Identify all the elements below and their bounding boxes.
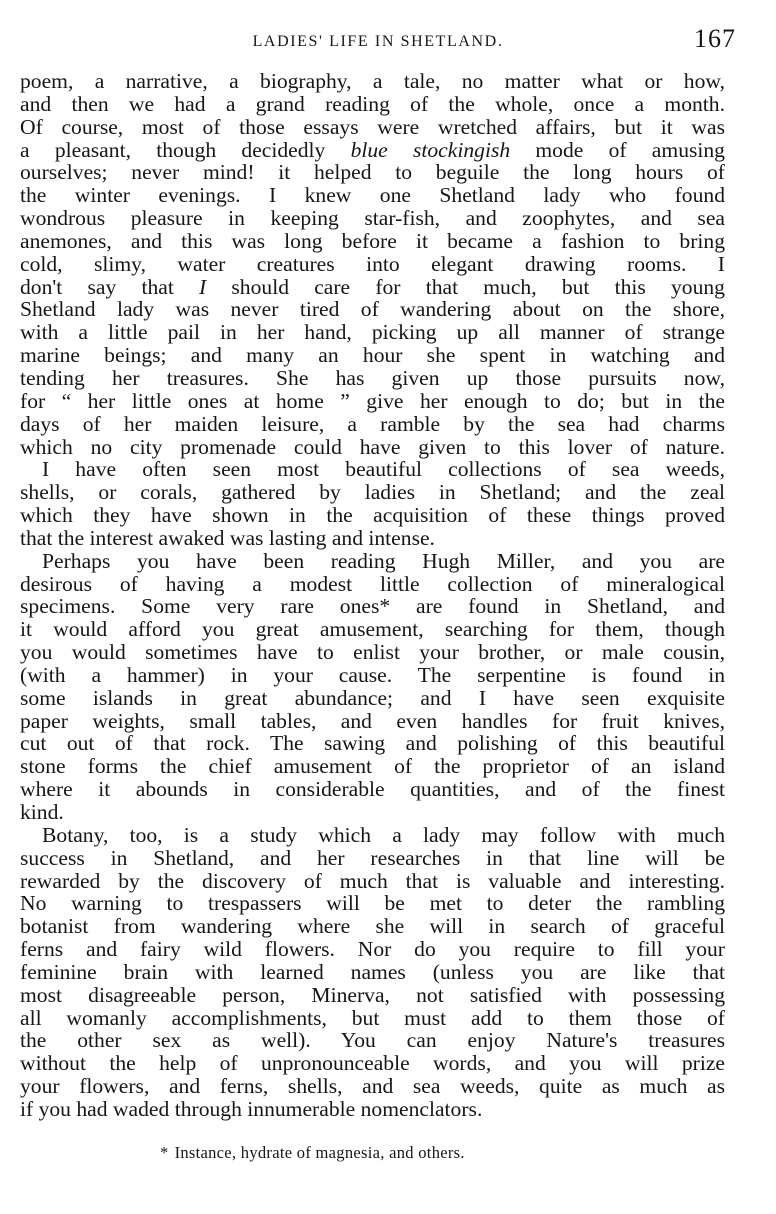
text-line: don't say that I should care for that much, but this young <box>20 274 725 299</box>
text-line: ferns and fairy wild flowers. Nor do you require to fill your <box>20 937 725 962</box>
footnote-text: Instance, hydrate of magnesia, and others. <box>174 1143 465 1162</box>
text-line: some islands in great abundance; and I have seen exquisite <box>20 685 725 710</box>
text-line: most disagreeable person, Minerva, not satisfied with possessing <box>20 982 725 1007</box>
text-line: wondrous pleasure in keeping star-fish, and zoophytes, and sea <box>20 206 725 231</box>
text-line: that the interest awaked was lasting and intense. <box>20 525 435 550</box>
text-line: desirous of having a modest little collection of mineralogical <box>20 571 725 596</box>
text-line: which they have shown in the acquisition of these things proved <box>20 503 725 528</box>
text-line: anemones, and this was long before it became a fashion to bring <box>20 228 725 253</box>
text-line: with a little pail in her hand, picking up all manner of strange <box>20 320 725 345</box>
text-line: botanist from wandering where she will in search of graceful <box>20 914 725 939</box>
text-line: if you had waded through innumerable nomenclators. <box>20 1096 483 1121</box>
text-line: Of course, most of those essays were wretched affairs, but it was <box>20 114 725 139</box>
running-title: LADIES' LIFE IN SHETLAND. <box>252 33 504 50</box>
text-line: Shetland lady was never tired of wandering about on the shore, <box>20 297 725 322</box>
text-line: all womanly accomplishments, but must add to them those of <box>20 1005 725 1030</box>
text-line: cold, slimy, water creatures into elegant drawing rooms. I <box>20 251 725 276</box>
text-line: stone forms the chief amusement of the proprietor of an island <box>20 754 725 779</box>
text-line: without the help of unpronounceable words, and you will prize <box>20 1051 725 1076</box>
text-line: rewarded by the discovery of much that is valuable and interesting. <box>20 868 725 893</box>
text-line: a pleasant, though decidedly blue stockingish mode of amusing <box>20 137 725 162</box>
text-line: tending her treasures. She has given up those pursuits now, <box>20 365 725 390</box>
running-head <box>20 24 736 58</box>
body-text <box>20 70 725 1121</box>
text-line: cut out of that rock. The sawing and polishing of this beautiful <box>20 731 725 756</box>
text-line: Perhaps you have been reading Hugh Miller, and you are <box>42 548 725 573</box>
text-line: Botany, too, is a study which a lady may follow with much <box>42 822 725 847</box>
text-line: for “ her little ones at home ” give her enough to do; but in the <box>20 388 725 413</box>
text-line: the other sex as well). You can enjoy Nature's treasures <box>20 1028 725 1053</box>
page-number: 167 <box>694 24 736 53</box>
text-line: feminine brain with learned names (unless you are like that <box>20 959 725 984</box>
text-line: paper weights, small tables, and even handles for fruit knives, <box>20 708 725 733</box>
text-line: you would sometimes have to enlist your brother, or male cousin, <box>20 640 725 665</box>
text-line: success in Shetland, and her researches in that line will be <box>20 845 725 870</box>
text-line: kind. <box>20 800 64 824</box>
text-line: days of her maiden leisure, a ramble by the sea had charms <box>20 411 725 436</box>
text-line: which no city promenade could have given to this lover of nature. <box>20 434 725 459</box>
text-line: it would afford you great amusement, searching for them, though <box>20 617 725 642</box>
footnote <box>160 1143 465 1163</box>
text-line: where it abounds in considerable quantities, and of the finest <box>20 777 725 802</box>
text-line: No warning to trespassers will be met to deter the rambling <box>20 891 725 916</box>
text-line: your flowers, and ferns, shells, and sea weeds, quite as much as <box>20 1074 725 1099</box>
footnote-mark: * <box>160 1143 169 1162</box>
text-line: the winter evenings. I knew one Shetland lady who found <box>20 183 725 208</box>
text-line: marine beings; and many an hour she spent in watching and <box>20 343 725 368</box>
text-line: shells, or corals, gathered by ladies in Shetland; and the zeal <box>20 480 725 505</box>
text-line: (with a hammer) in your cause. The serpentine is found in <box>20 662 725 687</box>
text-line: ourselves; never mind! it helped to beguile the long hours of <box>20 160 725 185</box>
text-line: poem, a narrative, a biography, a tale, no matter what or how, <box>20 69 725 93</box>
text-line: specimens. Some very rare ones* are found in Shetland, and <box>20 594 725 619</box>
text-line: I have often seen most beautiful collections of sea weeds, <box>42 457 725 482</box>
text-line: and then we had a grand reading of the whole, once a month. <box>20 91 725 116</box>
